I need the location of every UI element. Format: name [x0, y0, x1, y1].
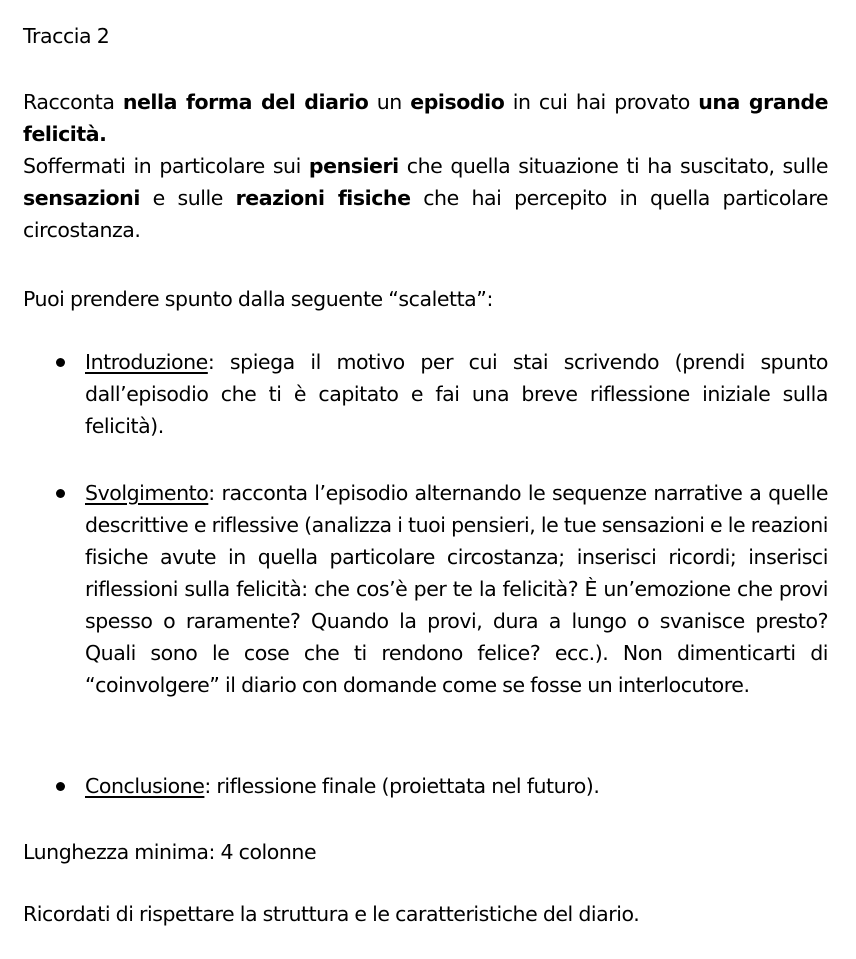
bullet-dot — [56, 782, 65, 791]
assignment-title: Traccia 2 — [23, 24, 110, 48]
outline-item-svolgimento: Svolgimento: racconta l’episodio alternando le sequenze narrative a quelle descrittive e riflessive (analizza i tuoi pensieri, le tue sensazioni e le reazioni fisiche avute in quella particolare circostanza; inserisci ricordi; inserisci riflessioni sulla felicità: che cos’è per te la felicità? È un’emozione che provi spesso o raramente? Quando la provi, dura a lungo o svanisce presto? Quali sono le cose che ti rendono felice? ecc.). Non dimenticarti di “coinvolgere” il diario con domande come se fosse un interlocutore. — [85, 481, 828, 697]
assignment-prompt-detail: Soffermati in particolare sui pensieri che quella situazione ti ha suscitato, sulle sensazioni e sulle reazioni fisiche che hai percepito in quella particolare circostanza. — [23, 154, 829, 242]
reminder-note: Ricordati di rispettare la struttura e le caratteristiche del diario. — [23, 902, 640, 926]
outline-intro: Puoi prendere spunto dalla seguente “scaletta”: — [23, 287, 493, 311]
bullet-dot — [56, 489, 65, 498]
minimum-length: Lunghezza minima: 4 colonne — [23, 840, 317, 864]
assignment-prompt-main: Racconta nella forma del diario un episodio in cui hai provato una grande felicità. — [23, 90, 829, 146]
outline-item-introduzione: Introduzione: spiega il motivo per cui stai scrivendo (prendi spunto dall’episodio che ti è capitato e fai una breve riflessione iniziale sulla felicità). — [85, 350, 828, 438]
outline-item-conclusione: Conclusione: riflessione finale (proiettata nel futuro). — [85, 774, 600, 798]
bullet-dot — [56, 358, 65, 367]
